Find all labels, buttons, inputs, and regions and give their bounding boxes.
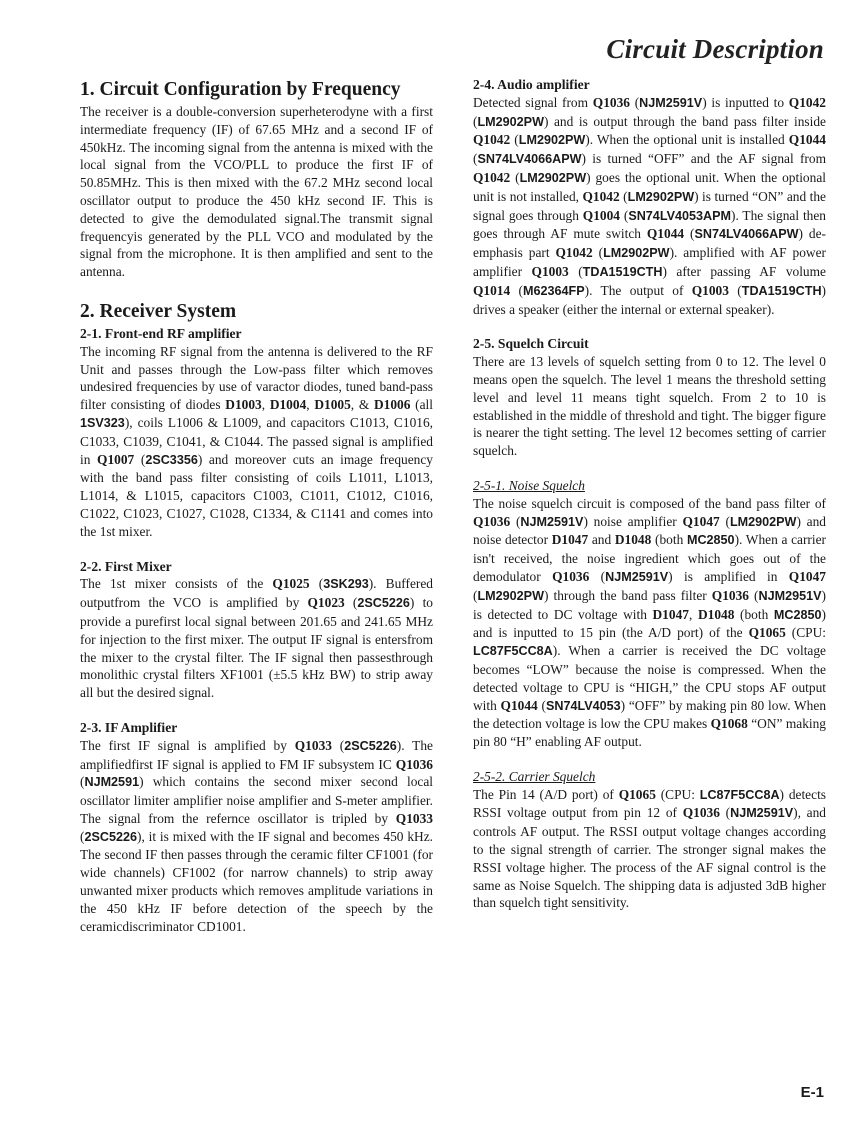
left-column (80, 76, 433, 935)
subsection-2-4-heading: 2-4. Audio amplifier (473, 77, 590, 92)
subsection-2-2-body: The 1st mixer consists of the Q1025 (3SK293). Buffered outputfrom the VCO is amplified by Q1023 (2SC5226) to provide a purefirst local signal between 201.65 and 241.65 MHz for injection to the first mixer. The output IF signal is entersfrom the mixer to the crystal filter. The IF signal then passesthrough monolithic crystal filters XF1001 (±5.5 kHz BW) to strip away all but the desired signal. (80, 576, 434, 701)
section-1-body: The receiver is a double-conversion superheterodyne with a first intermediate frequency (IF) of 67.65 MHz and a second IF of 450kHz. The incoming signal from the antenna is mixed with the local signal from the VCO/PLL to produce the first IF of 50.85MHz. This is then mixed with the 67.2 MHz second local oscillator output to produce the 450 kHz second IF. This is detected to give the demodulated signal.The transmit signal frequencyis generated by the PLL VCO and modulated by the signal from the microphone. It is then amplified and sent to the antenna. (80, 104, 433, 280)
subsection-2-5-2-body: The Pin 14 (A/D port) of Q1065 (CPU: LC87F5CC8A) detects RSSI voltage output from pin 12 of Q1036 (NJM2591V), and controls AF output. The RSSI output voltage changes according to the signal strength of carrier. The stronger signal makes the RSSI voltage higher. The process of the AF signal control is the same as Noise Squelch. The shipping data is adjusted 3dB higher than squelch tight sensitivity. (473, 786, 826, 911)
subsection-2-5-body: There are 13 levels of squelch setting from 0 to 12. The level 0 means open the squelch. The level 1 means the threshold setting level and level 11 means tight squelch. From 2 to 10 is established in the middle of threshold and tight. The bigger figure is nearer the tight setting. The level 12 becomes setting of carrier squelch. (473, 354, 826, 459)
section-1-heading: 1. Circuit Configuration by Frequency (80, 79, 401, 100)
right-column (473, 76, 826, 912)
subsection-2-1-body: The incoming RF signal from the antenna is delivered to the RF Unit and passes through the Low-pass filter which removes undesired frequencies by use of varactor diodes, tuned band-pass filter consisting of diodes D1003, D1004, D1005, & D1006 (all 1SV323), coils L1006 & L1009, and capacitors C1013, C1016, C1033, C1039, C1041, & C1044. The passed signal is amplified in Q1007 (2SC3356) and moreover cuts an image frequency with the band pass filter consisting of coils L1011, L1013, L1014, & L1015, capacitors C1003, C1011, C1012, C1016, C1022, C1023, C1027, C1028, C1334, & C1141 and comes into the 1st mixer. (80, 343, 434, 539)
subsection-2-5-1-heading: 2-5-1. Noise Squelch (473, 477, 585, 493)
subsection-2-2-heading: 2-2. First Mixer (80, 558, 172, 574)
subsection-2-3-body: The first IF signal is amplified by Q1033 (2SC5226). The amplifiedfirst IF signal is applied to FM IF subsystem IC Q1036 (NJM2591) which contains the second mixer second local oscillator limiter amplifier noise amplifier and S-meter amplifier. The signal from the refernce oscillator is tripled by Q1033 (2SC5226), it is mixed with the IF signal and becomes 450 kHz. The second IF then passes through the ceramic filter CF1001 (for wide channels) CF1002 (for narrow channels) to strip away unwanted mixer products which removes amplitude variations in the 450 kHz IF before detection of the speech by the ceramicdiscriminator CD1001. (80, 737, 433, 934)
subsection-2-5-heading: 2-5. Squelch Circuit (473, 336, 589, 352)
page-number: E-1 (800, 1084, 824, 1101)
section-2-heading: 2. Receiver System (80, 300, 237, 322)
subsection-2-3-heading: 2-3. IF Amplifier (80, 719, 178, 735)
page-header-title: Circuit Description (606, 34, 824, 64)
subsection-2-5-2-heading: 2-5-2. Carrier Squelch (473, 768, 596, 784)
subsection-2-4-body: Detected signal from Q1036 (NJM2591V) is inputted to Q1042 (LM2902PW) and is output through the band pass filter inside Q1042 (LM2902PW). When the optional unit is installed Q1044 (SN74LV4066APW) is turned “OFF” and the AF signal from Q1042 (LM2902PW) goes the optional unit. When the optional unit is not installed, Q1042 (LM2902PW) is turned “ON” and the signal goes through Q1004 (SN74LV4053APM). The signal then goes through AF mute switch Q1044 (SN74LV4066APW) de-emphasis part Q1042 (LM2902PW). amplified with AF power amplifier Q1003 (TDA1519CTH) after passing AF volume Q1014 (M62364FP). The output of Q1003 (TDA1519CTH) drives a speaker (either the internal or external speaker). (473, 94, 827, 317)
subsection-2-5-1-body: The noise squelch circuit is composed of the band pass filter of Q1036 (NJM2591V) noise amplifier Q1047 (LM2902PW) and noise detector D1047 and D1048 (both MC2850). When a carrier isn't received, the noise ingredient which goes out of the demodulator Q1036 (NJM2591V) is amplified in Q1047 (LM2902PW) through the band pass filter Q1036 (NJM2951V) is detected to DC voltage with D1047, D1048 (both MC2850) and is inputted to 15 pin (the A/D port) of the Q1065 (CPU: LC87F5CC8A). When a carrier is received the DC voltage becomes “LOW” because the noise is compressed. When the detected voltage to CPU is “HIGH,” the CPU stops AF output with Q1044 (SN74LV4053) “OFF” by making pin 80 low. When the detection voltage is low the CPU makes Q1068 “ON” making pin 80 “H” enabling AF output. (473, 495, 827, 750)
subsection-2-1-heading: 2-1. Front-end RF amplifier (80, 325, 242, 341)
